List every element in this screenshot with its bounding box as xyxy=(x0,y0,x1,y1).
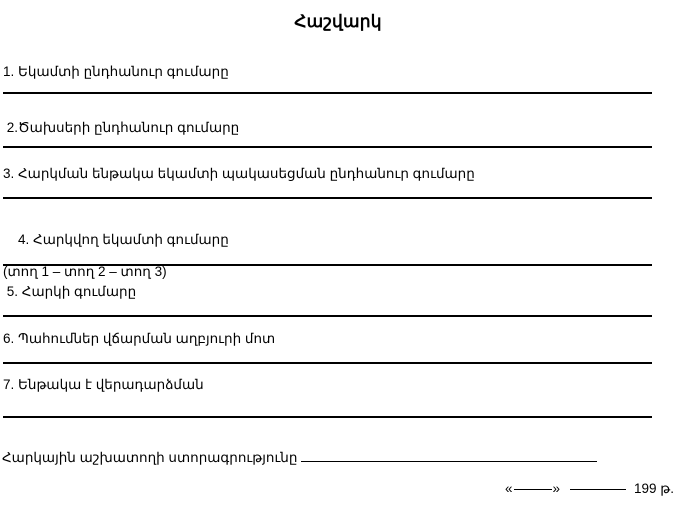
close-guillemet: » xyxy=(552,481,561,496)
blank-line-2 xyxy=(3,146,652,148)
signature-blank-line xyxy=(301,448,597,462)
blank-line-4 xyxy=(3,264,652,266)
form-item-4-label: 4. Հարկվող եկամտի գումարը xyxy=(18,232,229,247)
year-label: 199 թ. xyxy=(634,481,675,496)
form-item-5-label: 5. Հարկի գումարը xyxy=(3,284,137,299)
blank-line-5 xyxy=(3,315,652,317)
date-row xyxy=(505,481,674,497)
form-item-3-label: 3. Հարկման ենթակա եկամտի պակասեցման ընդհանուր գումարը xyxy=(3,166,475,181)
day-month-blank-line xyxy=(514,489,552,490)
form-title: Հաշվարկ xyxy=(294,12,382,31)
blank-line-3 xyxy=(3,197,652,199)
signature-row xyxy=(2,448,597,466)
blank-line-7 xyxy=(3,416,652,418)
form-item-7-label: 7. Ենթակա է վերադարձման xyxy=(3,377,204,392)
signature-label: Հարկային աշխատողի ստորագրությունը xyxy=(2,450,298,465)
form-item-4-sublabel: (տող 1 – տող 2 – տող 3) xyxy=(3,264,167,279)
form-item-2-label: 2.Ծախսերի ընդհանուր գումարը xyxy=(3,120,240,135)
year-blank-line xyxy=(570,489,626,490)
open-guillemet: « xyxy=(505,481,513,496)
form-item-6-label: 6. Պահումներ վճարման աղբյուրի մոտ xyxy=(3,331,276,346)
blank-line-1 xyxy=(3,92,652,94)
form-item-1-label: 1. Եկամտի ընդհանուր գումարը xyxy=(3,64,229,79)
blank-line-6 xyxy=(3,362,652,364)
